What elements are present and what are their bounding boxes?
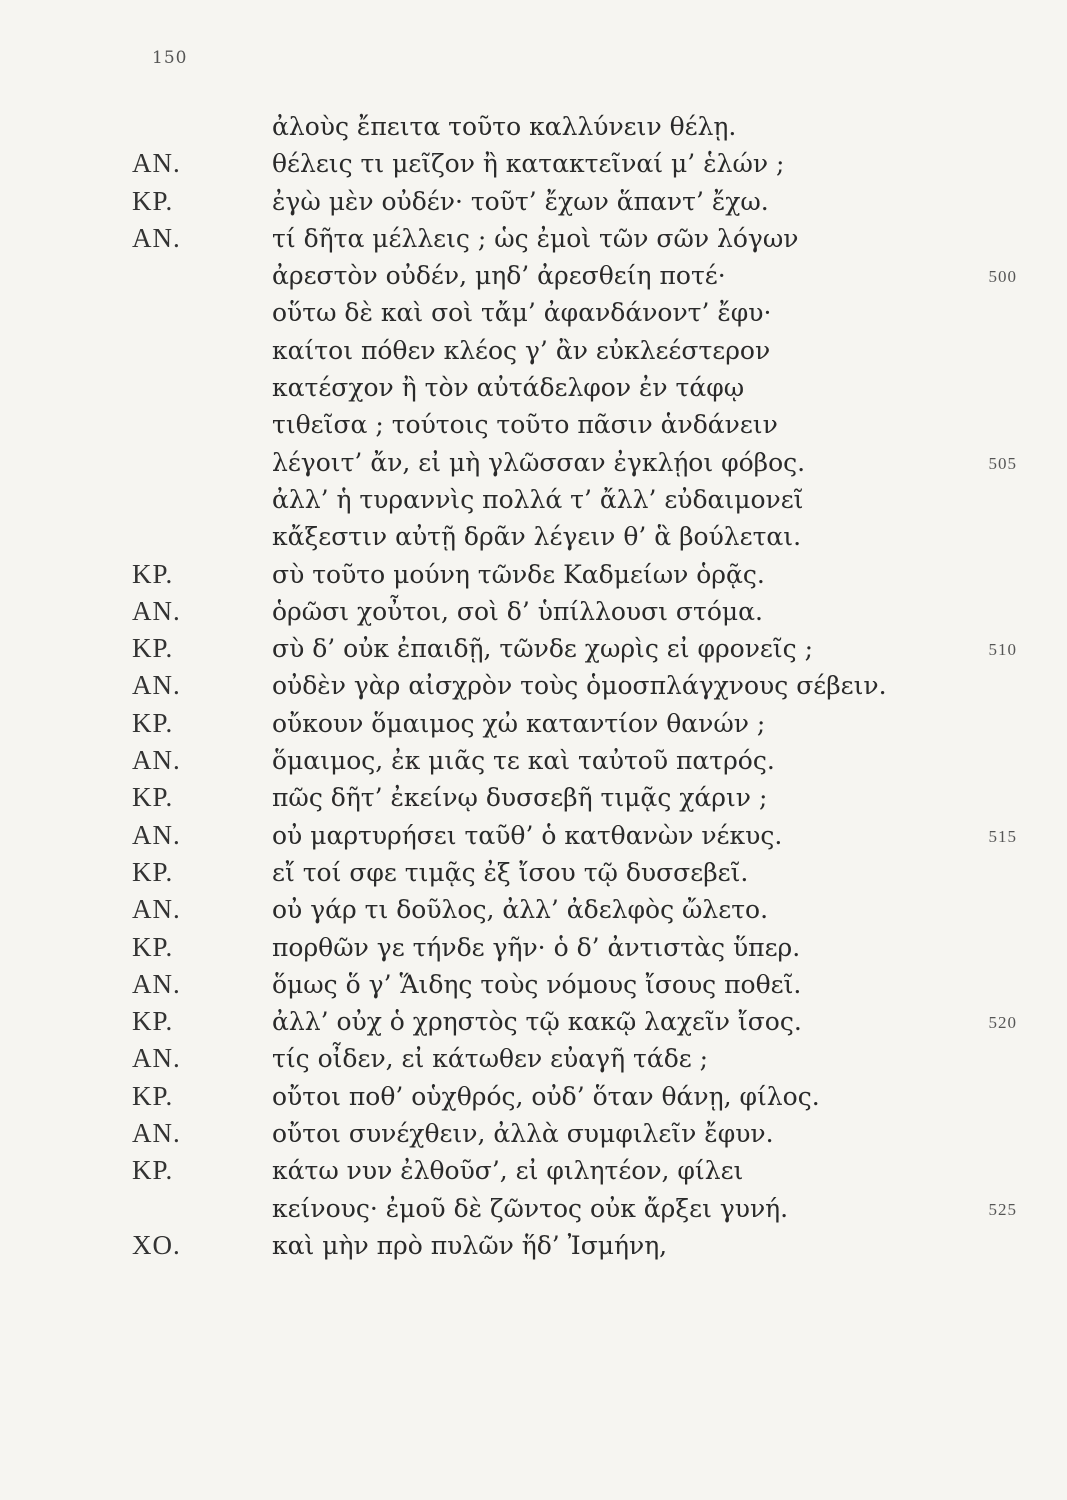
- verse-line: [0, 481, 1067, 518]
- line-number: 500: [988, 267, 1017, 287]
- verse-line: [0, 1115, 1067, 1152]
- verse-line: [0, 891, 1067, 928]
- verse-text: πῶς δῆτ’ ἐκείνῳ δυσσεβῆ τιμᾷς χάριν ;: [272, 783, 768, 813]
- speaker-label: KP.: [132, 1155, 174, 1186]
- verse-text: τί δῆτα μέλλεις ; ὡς ἐμοὶ τῶν σῶν λόγων: [272, 223, 799, 253]
- verse-line: [0, 556, 1067, 593]
- verse-text: καὶ μὴν πρὸ πυλῶν ἥδ’ Ἰσμήνη,: [272, 1230, 668, 1260]
- verse-line: [0, 406, 1067, 443]
- verse-text: κείνους· ἐμοῦ δὲ ζῶντος οὐκ ἄρξει γυνή.: [272, 1193, 789, 1223]
- speaker-label: AN.: [132, 222, 181, 253]
- verse-line: [0, 630, 1067, 667]
- verse-text: οὐ γάρ τι δοῦλος, ἀλλ’ ἀδελφὸς ὤλετο.: [272, 895, 769, 925]
- verse-text: τιθεῖσα ; τούτοις τοῦτο πᾶσιν ἁνδάνειν: [272, 410, 778, 440]
- verse-text: καίτοι πόθεν κλέος γ’ ἂν εὐκλεέστερον: [272, 335, 771, 365]
- line-number: 520: [988, 1013, 1017, 1033]
- verse-text: θέλεις τι μεῖζον ἢ κατακτεῖναί μ’ ἑλών ;: [272, 149, 785, 179]
- verse-text: κἄξεστιν αὐτῇ δρᾶν λέγειν θ’ ἃ βούλεται.: [272, 522, 802, 552]
- speaker-label: KP.: [132, 185, 174, 216]
- verse-line: [0, 742, 1067, 779]
- verse-text: ὅμως ὅ γ’ Ἅιδης τοὺς νόμους ἴσους ποθεῖ.: [272, 969, 802, 999]
- speaker-label: KP.: [132, 856, 174, 887]
- page-number: 150: [152, 48, 188, 68]
- speaker-label: KP.: [132, 633, 174, 664]
- verse-line: [0, 220, 1067, 257]
- speaker-label: KP.: [132, 931, 174, 962]
- verse-text: πορθῶν γε τήνδε γῆν· ὁ δ’ ἀντιστὰς ὕπερ.: [272, 932, 801, 962]
- verse-line: [0, 145, 1067, 182]
- verse-line: [0, 779, 1067, 816]
- verse-line: [0, 332, 1067, 369]
- speaker-label: AN.: [132, 1043, 181, 1074]
- verse-text: ἐγὼ μὲν οὐδέν· τοῦτ’ ἔχων ἅπαντ’ ἔχω.: [272, 186, 769, 216]
- verse-line: [0, 444, 1067, 481]
- line-number: 510: [988, 640, 1017, 660]
- verse-text: οὔτοι συνέχθειν, ἀλλὰ συμφιλεῖν ἔφυν.: [272, 1119, 774, 1149]
- verse-text: ἀλλ’ οὐχ ὁ χρηστὸς τῷ κακῷ λαχεῖν ἴσος.: [272, 1007, 802, 1037]
- speaker-label: KP.: [132, 558, 174, 589]
- verse-line: [0, 1078, 1067, 1115]
- verse-line: [0, 705, 1067, 742]
- verse-text: σὺ τοῦτο μούνη τῶνδε Καδμείων ὁρᾷς.: [272, 559, 765, 589]
- line-number: 525: [988, 1199, 1017, 1219]
- speaker-label: AN.: [132, 894, 181, 925]
- verse-line: [0, 518, 1067, 555]
- verse-text: οὔκουν ὅμαιμος χὠ καταντίον θανών ;: [272, 708, 766, 738]
- speaker-label: AN.: [132, 968, 181, 999]
- verse-line: [0, 1227, 1067, 1264]
- verse-line: [0, 294, 1067, 331]
- verse-line: [0, 593, 1067, 630]
- verse-text: ἀλλ’ ἡ τυραννὶς πολλά τ’ ἄλλ’ εὐδαιμονεῖ: [272, 484, 804, 514]
- verse-text: ὁρῶσι χοὖτοι, σοὶ δ’ ὑπίλλουσι στόμα.: [272, 596, 763, 626]
- speaker-label: AN.: [132, 1118, 181, 1149]
- verse-line: [0, 966, 1067, 1003]
- speaker-label: AN.: [132, 595, 181, 626]
- verse-text: σὺ δ’ οὐκ ἐπαιδῇ, τῶνδε χωρὶς εἰ φρονεῖς ;: [272, 634, 814, 664]
- verse-text: εἴ τοί σφε τιμᾷς ἐξ ἴσου τῷ δυσσεβεῖ.: [272, 857, 749, 887]
- verse-text: οὐ μαρτυρήσει ταῦθ’ ὁ κατθανὼν νέκυς.: [272, 820, 783, 850]
- verse-text: ἀρεστὸν οὐδέν, μηδ’ ἀρεσθείη ποτέ·: [272, 261, 726, 291]
- speaker-label: KP.: [132, 707, 174, 738]
- verse-line: [0, 1040, 1067, 1077]
- speaker-label: AN.: [132, 745, 181, 776]
- verse-text: οὔτοι ποθ’ οὑχθρός, οὐδ’ ὅταν θάνῃ, φίλος.: [272, 1081, 820, 1111]
- verse-line: [0, 667, 1067, 704]
- speaker-label: KP.: [132, 1080, 174, 1111]
- verse-text: τίς οἶδεν, εἰ κάτωθεν εὐαγῆ τάδε ;: [272, 1044, 709, 1074]
- verse-line: [0, 257, 1067, 294]
- verse-line: [0, 1003, 1067, 1040]
- verse-text: κατέσχον ἢ τὸν αὐτάδελφον ἐν τάφῳ: [272, 373, 745, 403]
- speaker-label: AN.: [132, 148, 181, 179]
- verse-text: οὐδὲν γὰρ αἰσχρὸν τοὺς ὁμοσπλάγχνους σέβειν.: [272, 671, 887, 701]
- verse-line: [0, 1190, 1067, 1227]
- verse-text: οὕτω δὲ καὶ σοὶ τἄμ’ ἀφανδάνοντ’ ἔφυ·: [272, 298, 772, 328]
- verse-line: [0, 183, 1067, 220]
- speaker-label: KP.: [132, 1006, 174, 1037]
- verse-line: [0, 108, 1067, 145]
- verse-text: ὅμαιμος, ἐκ μιᾶς τε καὶ ταὐτοῦ πατρός.: [272, 746, 775, 776]
- line-number: 515: [988, 826, 1017, 846]
- verse-line: [0, 817, 1067, 854]
- verse-text: λέγοιτ’ ἄν, εἰ μὴ γλῶσσαν ἐγκλῄοι φόβος.: [272, 447, 806, 477]
- speaker-label: KP.: [132, 782, 174, 813]
- speaker-label: AN.: [132, 670, 181, 701]
- verse-lines: [0, 108, 1067, 1264]
- verse-line: [0, 1152, 1067, 1189]
- verse-line: [0, 854, 1067, 891]
- verse-line: [0, 369, 1067, 406]
- speaker-label: XO.: [132, 1229, 181, 1260]
- line-number: 505: [988, 453, 1017, 473]
- verse-text: ἀλοὺς ἔπειτα τοῦτο καλλύνειν θέλῃ.: [272, 112, 737, 141]
- verse-line: [0, 929, 1067, 966]
- speaker-label: AN.: [132, 819, 181, 850]
- verse-text: κάτω νυν ἐλθοῦσ’, εἰ φιλητέον, φίλει: [272, 1156, 744, 1186]
